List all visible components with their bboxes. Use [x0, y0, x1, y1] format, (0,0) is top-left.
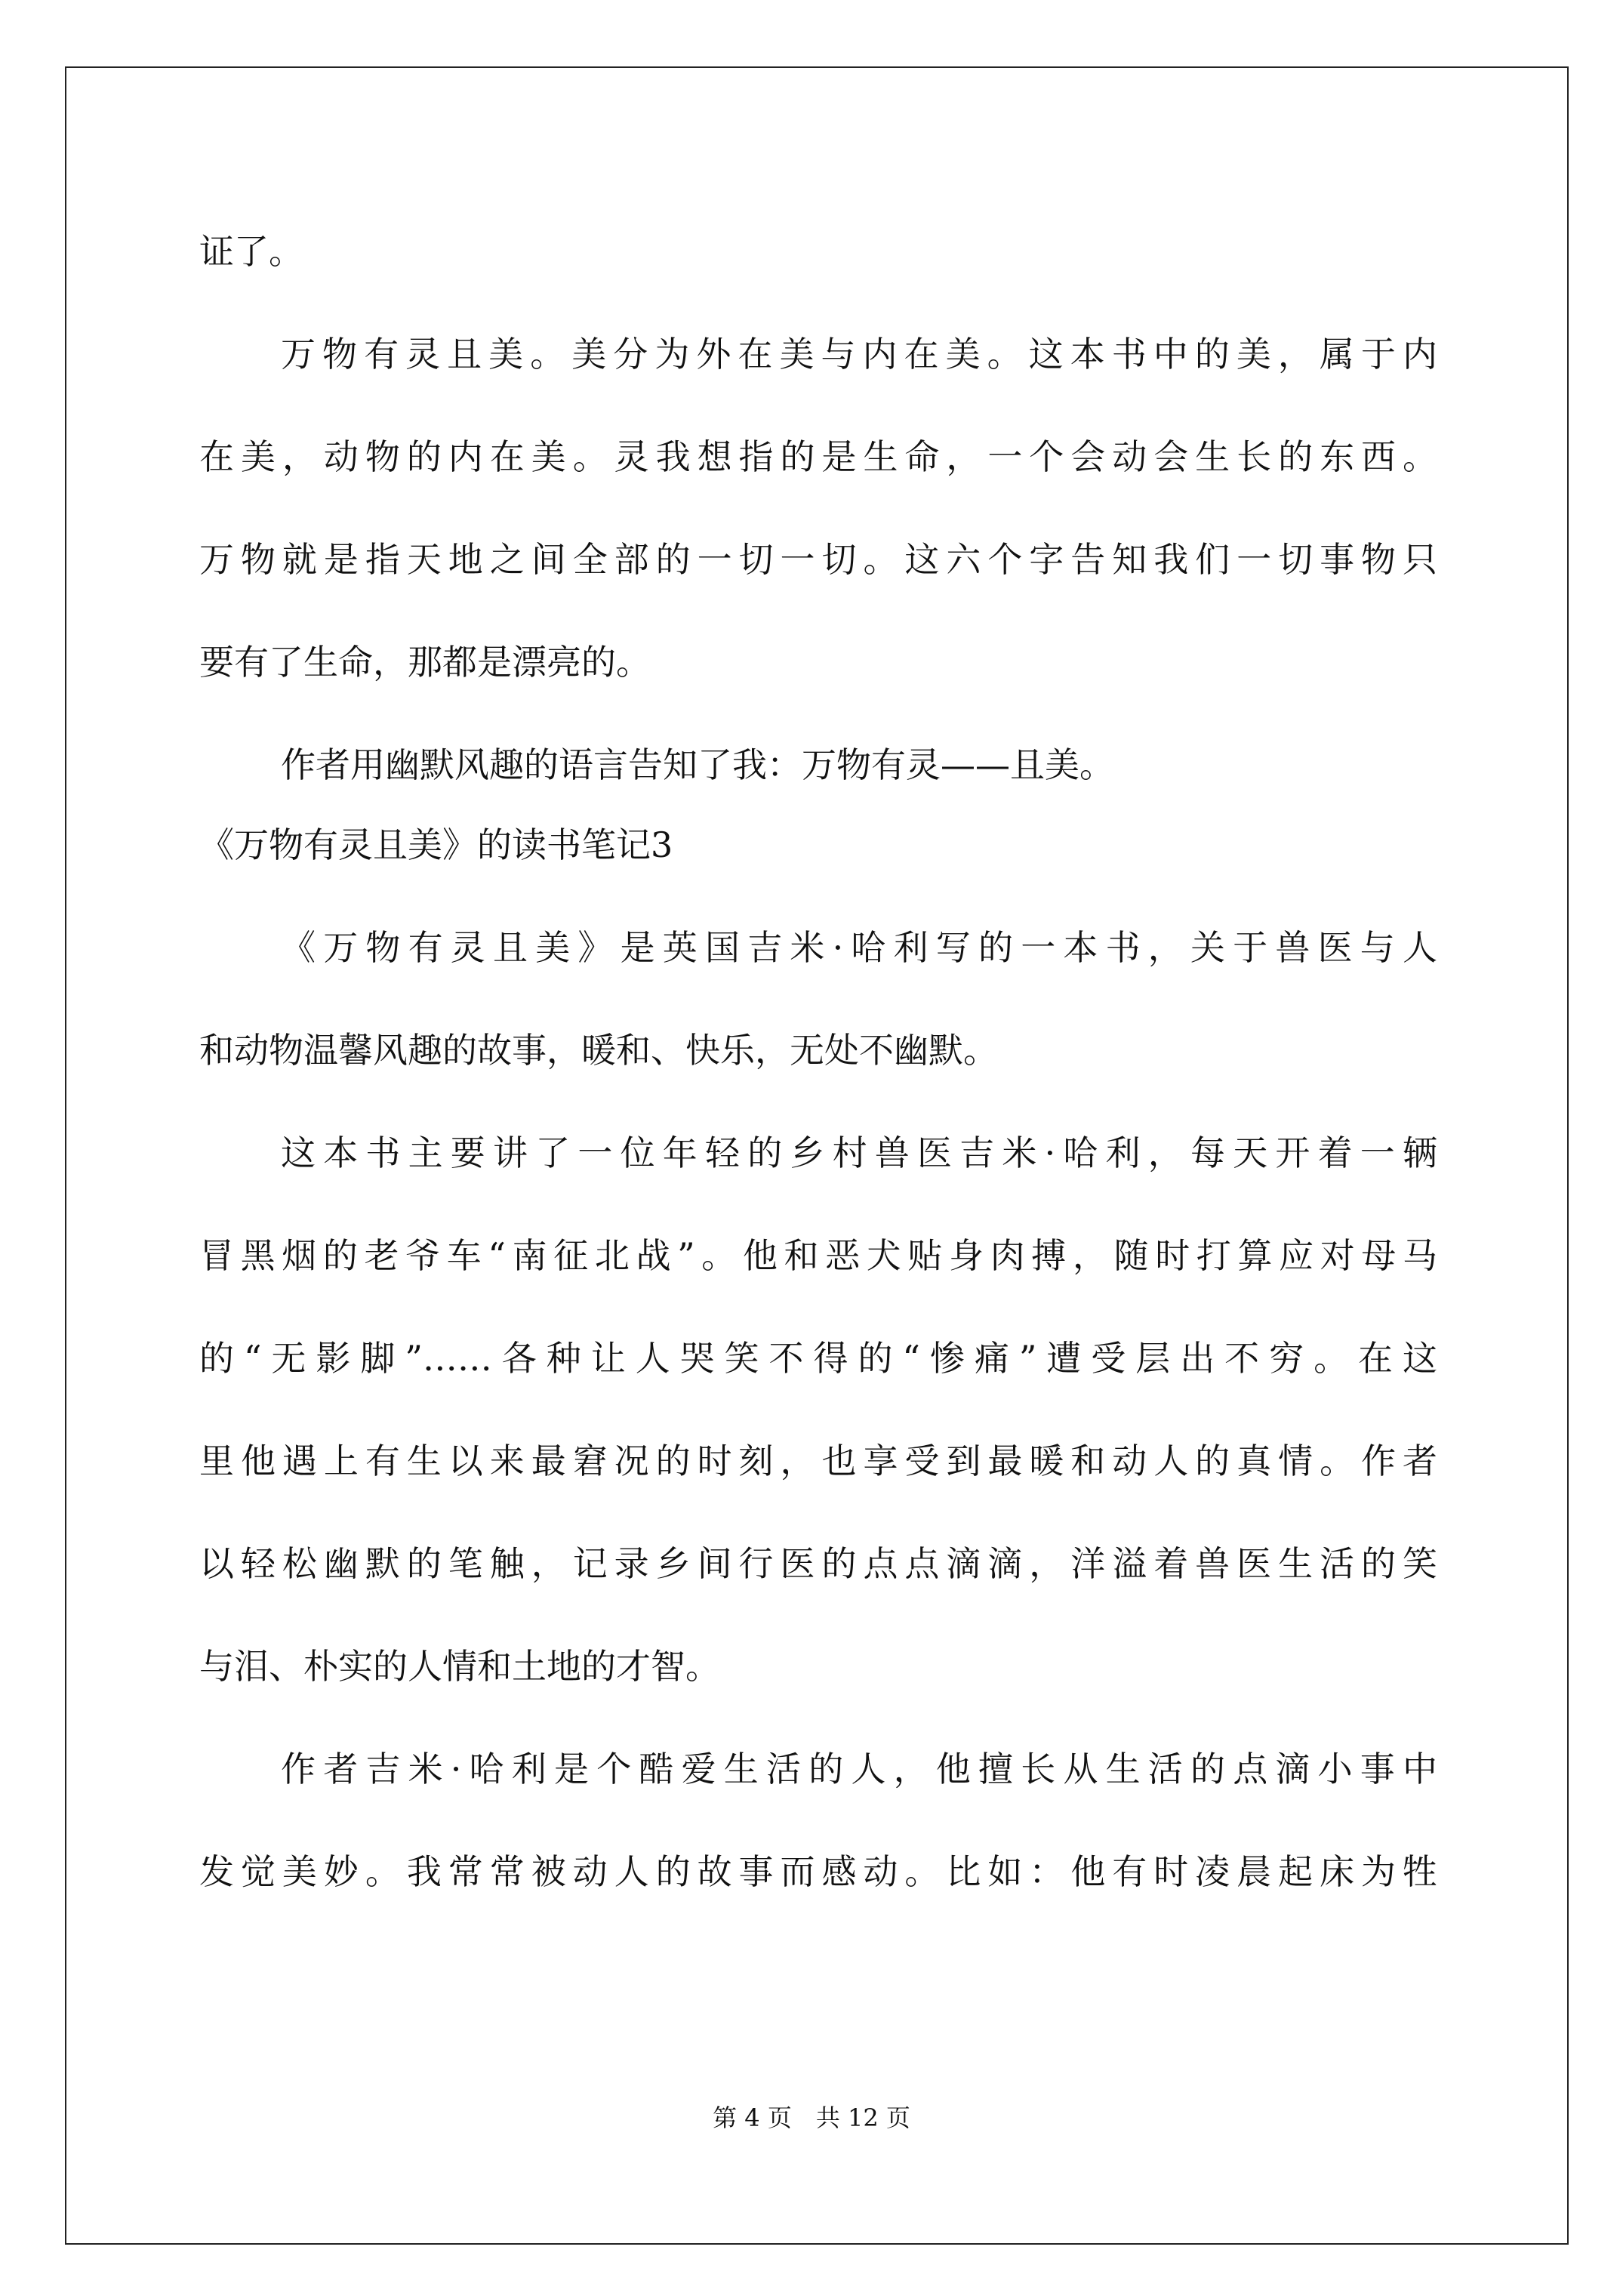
- text-line: 和动物温馨风趣的故事，暖和、快乐，无处不幽默。: [199, 1030, 998, 1071]
- document-body: [199, 214, 1437, 1909]
- text-line: 要有了生命，那都是漂亮的。: [199, 642, 651, 683]
- text-line: 在美，动物的内在美。灵我想指的是生命，一个会动会生长的东西。: [199, 436, 1437, 477]
- text-line: 与泪、朴实的人情和土地的才智。: [199, 1646, 720, 1687]
- text-line: 作者吉米·哈利是个酷爱生活的人，他擅长从生活的点滴小事中: [281, 1749, 1437, 1789]
- section-heading: 《万物有灵且美》的读书笔记3: [199, 824, 673, 865]
- text-line: 万物有灵且美。美分为外在美与内在美。这本书中的美，属于内: [281, 334, 1437, 374]
- text-line: 证了。: [199, 231, 303, 272]
- text-line: 发觉美妙。我常常被动人的故事而感动。比如：他有时凌晨起床为牲: [199, 1851, 1437, 1892]
- text-line: 这本书主要讲了一位年轻的乡村兽医吉米·哈利，每天开着一辆: [281, 1133, 1437, 1173]
- text-line: 以轻松幽默的笔触，记录乡间行医的点点滴滴，洋溢着兽医生活的笑: [199, 1543, 1437, 1584]
- text-line: 冒黑烟的老爷车“南征北战”。他和恶犬贴身肉搏，随时打算应对母马: [199, 1235, 1437, 1276]
- text-line: 的“无影脚”……各种让人哭笑不得的“惨痛”遭受层出不穷。在这: [199, 1338, 1437, 1379]
- text-line: 《万物有灵且美》是英国吉米·哈利写的一本书，关于兽医与人: [281, 927, 1437, 968]
- text-line: 作者用幽默风趣的语言告知了我：万物有灵——且美。: [281, 744, 1114, 785]
- text-line: 万物就是指天地之间全部的一切一切。这六个字告知我们一切事物只: [199, 539, 1437, 580]
- page-footer: 第 4 页 共 12 页: [713, 2103, 910, 2132]
- text-line: 里他遇上有生以来最窘况的时刻，也享受到最暖和动人的真情。作者: [199, 1441, 1437, 1481]
